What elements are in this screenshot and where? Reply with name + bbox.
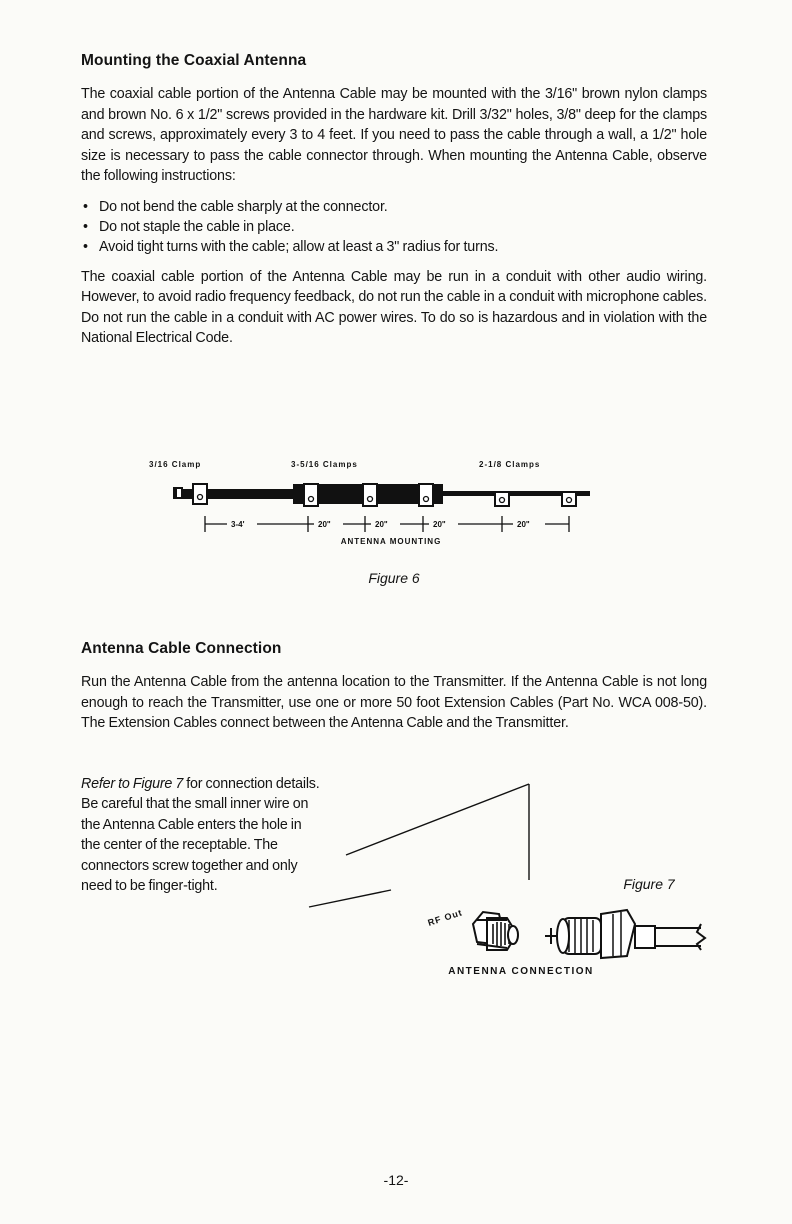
dimension-20-in: 20" — [517, 520, 530, 529]
instruction-item: • Do not bend the cable sharply at the connector. — [81, 197, 707, 217]
dimension-3-4-ft: 3-4' — [231, 520, 245, 529]
mounting-instructions-list — [81, 197, 707, 257]
figure6-caption: Figure 6 — [368, 570, 420, 586]
antenna-connection-diagram — [301, 752, 707, 982]
clamp-3-5-16 — [304, 484, 318, 506]
figure7-caption: Figure 7 — [623, 876, 675, 892]
callout-lines — [309, 784, 529, 907]
dimension-20-in: 20" — [433, 520, 446, 529]
plug-nose — [545, 919, 569, 953]
clamp-3-5-16 — [419, 484, 433, 506]
clamp-label-2-1-8: 2-1/8 Clamps — [479, 460, 541, 469]
section-heading-connection: Antenna Cable Connection — [81, 640, 282, 657]
figure7-reference: Refer to Figure 7 — [81, 776, 184, 792]
manual-page — [81, 52, 707, 977]
section-antenna-connection — [81, 640, 707, 734]
figure7-details: for connection details. Be careful that the small inner wire on the Antenna Cable enters the hole in the center of the receptable. The connectors screw together and only need to be finger-tight. — [81, 776, 320, 895]
mounting-paragraph-1: The coaxial cable portion of the Antenna Cable may be mounted with the 3/16" brown nylon clamps and brown No. 6 x 1/2" screws provided in the hardware kit. Drill 3/32" holes, 3/8" deep for the clamps and screws, approximately every 3 to 4 feet. If you need to pass the cable through a wall, a 1/2" hole size is necessary to pass the cable connector through. When mounting the Antenna Cable, observe the following instructions: — [81, 86, 707, 184]
rf-out-label: RF Out — [426, 907, 464, 928]
instruction-item: • Do not staple the cable in place. — [81, 217, 707, 237]
receptacle-opening — [508, 926, 518, 944]
clamp-label-3-5-16: 3-5/16 Clamps — [291, 460, 358, 469]
connector-highlight — [177, 489, 181, 497]
dimension-20-in: 20" — [318, 520, 331, 529]
clamp-label-3-16: 3/16 Clamp — [149, 460, 202, 469]
dimension-20-in: 20" — [375, 520, 388, 529]
figure7-title: ANTENNA CONNECTION — [448, 966, 594, 977]
section-heading-mounting: Mounting the Coaxial Antenna — [81, 52, 307, 69]
clamp-2-1-8 — [562, 492, 576, 506]
connection-paragraph: Run the Antenna Cable from the antenna location to the Transmitter. If the Antenna Cable is not long enough to reach the Transmitter, use one or more 50 foot Extension Cables (Part No. WCA 008-50). The Extension Cables connect between the Antenna Cable and the Transmitter. — [81, 674, 707, 731]
antenna-cable-plug — [563, 910, 705, 958]
mounting-paragraph-2: The coaxial cable portion of the Antenna Cable may be run in a conduit with other audio wiring. However, to avoid radio frequency feedback, do not run the cable in a conduit with microphone cables. Do not run the cable in a conduit with AC power wires. To do so is hazardous and in violation with the National Electrical Code. — [81, 268, 707, 346]
clamp-2-1-8 — [495, 492, 509, 506]
page-number: -12- — [383, 1172, 409, 1188]
figure7-instructions — [81, 774, 321, 896]
clamp-3-5-16 — [363, 484, 377, 506]
instruction-item: • Avoid tight turns with the cable; allow at least a 3" radius for turns. — [81, 237, 707, 257]
figure6-title: ANTENNA MOUNTING — [340, 537, 442, 546]
